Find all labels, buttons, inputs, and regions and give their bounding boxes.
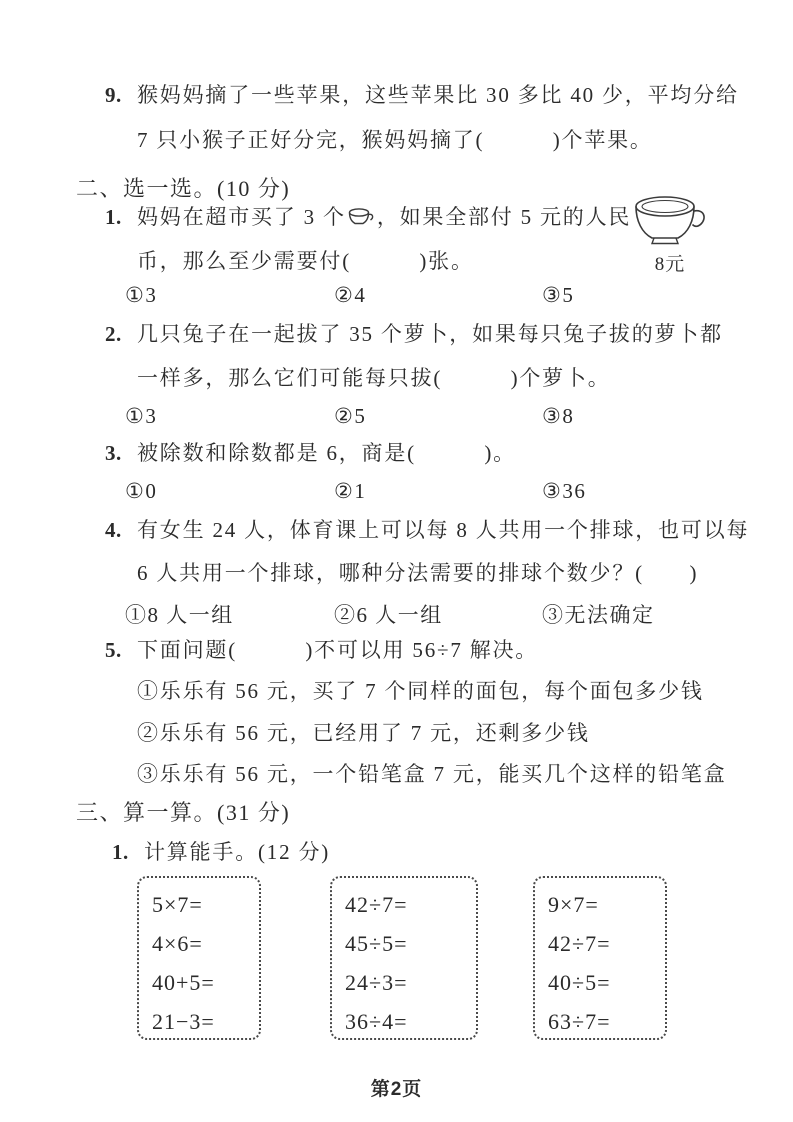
- calc-problem: 36÷4=: [345, 1009, 408, 1034]
- q3-line-1: [105, 441, 516, 465]
- q1-text-after-cup: ，如果全部付 5 元的人民: [376, 205, 632, 229]
- q4-text-2: 6 人共用一个排球，哪种分法需要的排球个数少？( ): [137, 561, 699, 585]
- teacup-figure: [627, 196, 713, 276]
- q2-option-3: ③8: [542, 404, 575, 428]
- q3-number: 3.: [105, 441, 122, 465]
- q2-option-1: ①3: [125, 404, 158, 428]
- q2-number: 2.: [105, 322, 122, 346]
- q2-text-2: 一样多，那么它们可能每只拔( )个萝卜。: [137, 366, 611, 390]
- teacup-icon: [631, 196, 709, 248]
- q1-option-1: ①3: [125, 283, 158, 307]
- calc-problem: 21−3=: [152, 1009, 215, 1034]
- q1-text-2: 币，那么至少需要付( )张。: [137, 249, 474, 273]
- q1-options: [0, 283, 793, 309]
- q4-line-2: [137, 561, 698, 585]
- question-9-line-2: [137, 128, 653, 152]
- q5-choice-1-text: ①乐乐有 56 元，买了 7 个同样的面包，每个面包多少钱: [137, 679, 704, 703]
- calc-problem: 40÷5=: [548, 970, 611, 995]
- question-9-number: 9.: [105, 83, 122, 107]
- q4-number: 4.: [105, 518, 122, 542]
- q5-choice-1: [137, 679, 704, 703]
- q4-option-3: ③无法确定: [542, 603, 655, 627]
- q4-options: [0, 599, 793, 625]
- question-9-text-1: 猴妈妈摘了一些苹果，这些苹果比 30 多比 40 少，平均分给: [137, 83, 739, 107]
- q1-line-2: [137, 249, 474, 273]
- calc-problem: 9×7=: [548, 892, 599, 917]
- q5-number: 5.: [105, 638, 122, 662]
- q3-option-3: ③36: [542, 479, 587, 503]
- q3-option-2: ②1: [334, 479, 367, 503]
- teacup-inline-icon: [348, 208, 375, 226]
- q5-choice-2-text: ②乐乐有 56 元，已经用了 7 元，还剩多少钱: [137, 721, 590, 745]
- q1-text-before-cup: 妈妈在超市买了 3 个: [137, 205, 346, 229]
- q2-option-2: ②5: [334, 404, 367, 428]
- q4-text-1: 有女生 24 人，体育课上可以每 8 人共用一个排球，也可以每: [137, 518, 750, 542]
- calc-problem: 42÷7=: [345, 892, 408, 917]
- q3-options: [0, 479, 793, 505]
- q5-choice-2: [137, 721, 590, 745]
- calc-problem: 40+5=: [152, 970, 215, 995]
- calc-box-3: [533, 876, 667, 1040]
- subtitle-number: 1.: [112, 840, 129, 864]
- q2-line-2: [137, 366, 611, 390]
- q2-text-1: 几只兔子在一起拔了 35 个萝卜，如果每只兔子拔的萝卜都: [137, 322, 723, 346]
- section-three-subtitle: [112, 840, 330, 864]
- q4-option-1: ①8 人一组: [125, 603, 234, 627]
- q3-option-1: ①0: [125, 479, 158, 503]
- page-number: 第2页: [370, 1079, 423, 1100]
- calc-problem: 4×6=: [152, 931, 203, 956]
- calc-problem: 63÷7=: [548, 1009, 611, 1034]
- subtitle-text: 计算能手。(12 分): [144, 840, 331, 864]
- q1-option-3: ③5: [542, 283, 575, 307]
- q5-choice-3: [137, 762, 727, 786]
- q5-choice-3-text: ③乐乐有 56 元，一个铅笔盒 7 元，能买几个这样的铅笔盒: [137, 762, 727, 786]
- question-9-text-2: 7 只小猴子正好分完，猴妈妈摘了( )个苹果。: [137, 128, 653, 152]
- q2-options: [0, 404, 793, 430]
- q2-line-1: [105, 322, 723, 346]
- q1-line-1: [105, 205, 631, 229]
- calc-problem: 45÷5=: [345, 931, 408, 956]
- question-9-line-1: [105, 83, 739, 107]
- calc-box-2: [330, 876, 478, 1040]
- q5-line-1: [105, 638, 538, 662]
- calc-problem: 42÷7=: [548, 931, 611, 956]
- section-two-title: 二、选一选。(10 分): [76, 176, 291, 201]
- q1-option-2: ②4: [334, 283, 367, 307]
- q4-option-2: ②6 人一组: [334, 603, 443, 627]
- calc-problem: 5×7=: [152, 892, 203, 917]
- q3-text-1: 被除数和除数都是 6，商是( )。: [137, 441, 516, 465]
- q1-number: 1.: [105, 205, 122, 229]
- q5-text-1: 下面问题( )不可以用 56÷7 解决。: [137, 638, 539, 662]
- section-three-title: 三、算一算。(31 分): [76, 800, 291, 825]
- q4-line-1: [105, 518, 749, 542]
- teacup-price-label: 8元: [654, 254, 686, 275]
- calc-box-1: [137, 876, 261, 1040]
- calc-problem: 24÷3=: [345, 970, 408, 995]
